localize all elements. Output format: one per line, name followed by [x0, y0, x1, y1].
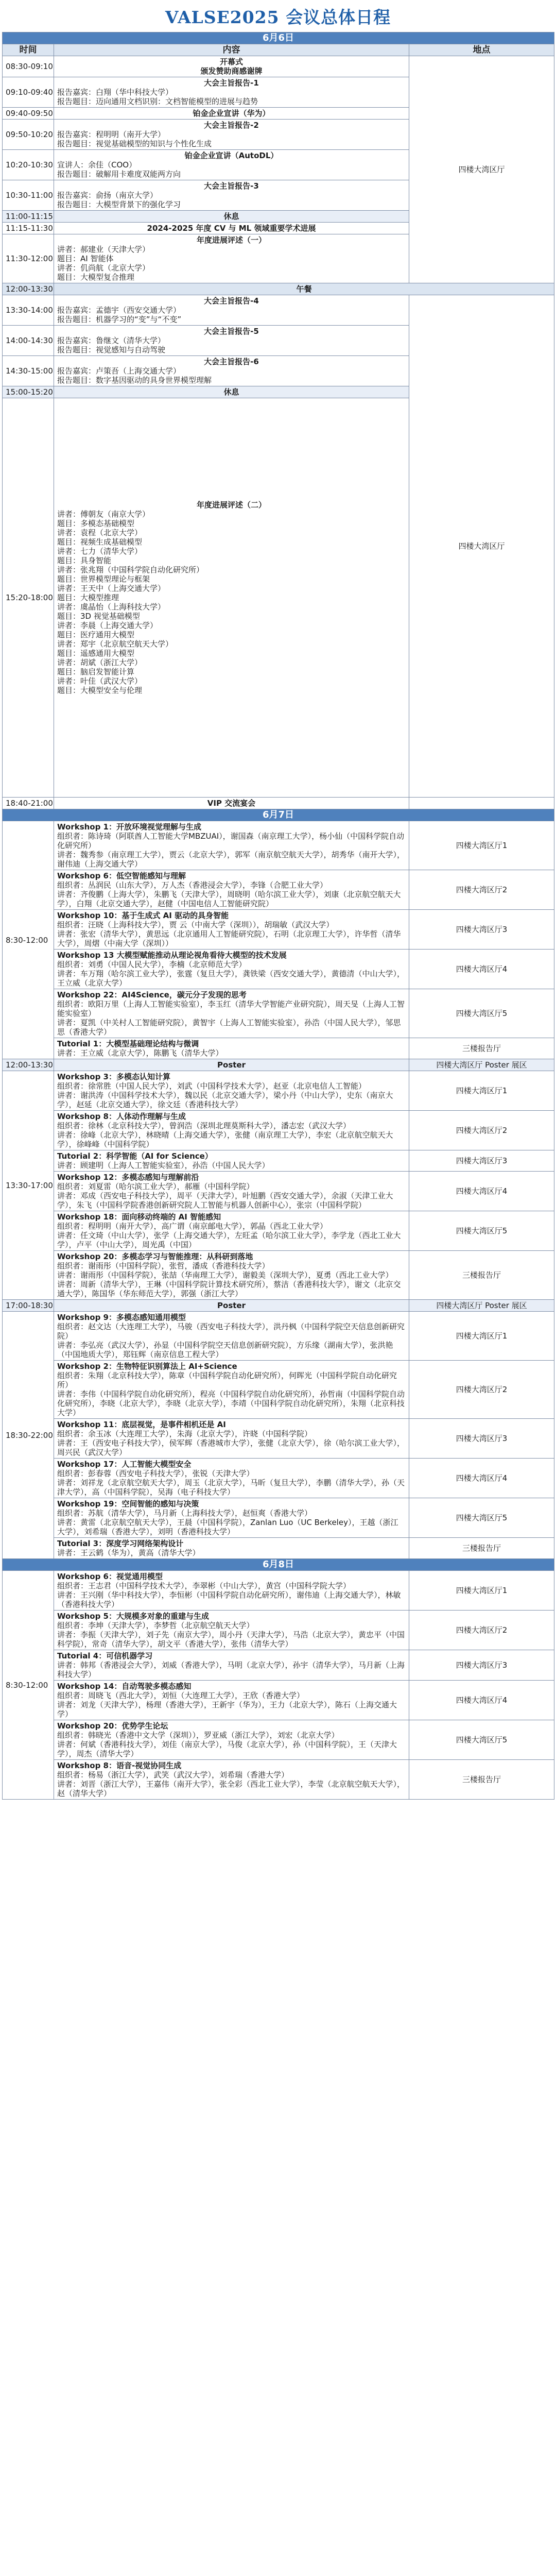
session-time: 8:30-12:00 [3, 1571, 54, 1800]
item-line: 讲者：李晨（上海交通大学） [57, 621, 158, 630]
item-line: 组织者：杨易（浙江大学），武笑（武汉大学），刘希瑞（香港大学） [57, 1770, 289, 1780]
item-line: 讲者：虞晶怡（上海科技大学） [57, 602, 166, 612]
workshop-row [3, 1419, 554, 1459]
item-line: 讲者：胡斌（浙江大学） [57, 658, 143, 667]
item-line: 讲者：夏凯（中关村人工智能研究院），黄智宇（上海人工智能实验室），孙浩（中国人民大学），邹思思（香港大学） [57, 1018, 401, 1037]
item-line: 题目：医疗通用大模型 [57, 630, 135, 639]
item-title: 大会主旨报告-1 [204, 78, 259, 88]
session-time: 11:30-12:00 [3, 234, 54, 283]
workshop-content [54, 1211, 409, 1251]
workshop-location: 三楼报告厅 [409, 1251, 554, 1300]
item-title: Workshop 20：多模态学习与智能推理：从科研到落地 [57, 1252, 253, 1261]
item-line: 讲者：傅朝友（南京大学） [57, 510, 150, 519]
workshop-content [54, 910, 409, 950]
location-cell: 四楼大湾区厅 [409, 295, 554, 798]
day-label: 6月7日 [3, 809, 554, 821]
workshop-row [3, 910, 554, 950]
item-line: 组织者：朱翔（北京科技大学），陈章（中国科学院自动化研究所），何晖光（中国科学院自动化研究所） [57, 1371, 397, 1389]
header-location: 地点 [409, 44, 554, 56]
item-line: 讲者：仉尚航（北京大学） [57, 263, 150, 273]
item-line: 讲者：刘龙（天津大学），杨理（香港大学），王新宇（华为），王力（北京大学），陈石（上海交通大学） [57, 1700, 397, 1719]
item-line: 题目：大模型复合推理 [57, 273, 135, 282]
item-line: 组织者：苏航（清华大学），马月新（上海科技大学），赵恒爽（香港大学） [57, 1509, 312, 1518]
item-line: 题目：多模态基础模型 [57, 519, 135, 528]
location-cell [409, 798, 554, 809]
item-title: 午餐 [296, 284, 312, 294]
item-line: 宣讲人：余佳（COO） [57, 160, 137, 170]
poster-row [3, 1059, 554, 1071]
lunch-row [3, 283, 554, 295]
item-line: 组织者：刘勇（中国人民大学），李楠（北京师范大学） [57, 960, 247, 969]
session-time: 14:30-15:00 [3, 356, 54, 386]
item-title: 大会主旨报告-3 [204, 181, 259, 191]
item-line: 颁发赞助商感谢牌 [200, 66, 263, 76]
workshop-location: 四楼大湾区厅3 [409, 910, 554, 950]
workshop-location: 三楼报告厅 [409, 1038, 554, 1059]
item-line: 讲者：魏秀参（南京理工大学），贾云（北京大学），郭军（南京航空航天大学），胡秀华（南开大学），谢伟迪（上海交通大学） [57, 850, 405, 869]
session-content [54, 77, 409, 108]
workshop-content [54, 1571, 409, 1611]
item-line: 组织者：王志君（中国科学技术大学），李翠彬（中山大学），黄宫（中国科学院大学） [57, 1581, 351, 1590]
workshop-content [54, 1038, 409, 1059]
workshop-content [54, 1760, 409, 1800]
session-content [54, 283, 554, 295]
workshop-row [3, 1361, 554, 1419]
item-line: 讲者：谢雨彤（中国科学院），张喆（华南理工大学），谢毅美（深圳大学），夏勇（西北工业大学） [57, 1270, 393, 1280]
item-title: 大会主旨报告-4 [204, 296, 259, 306]
item-line: 报告题目：视觉感知与自动驾驶 [57, 345, 166, 354]
poster-location: 四楼大湾区厅 Poster 展区 [409, 1059, 554, 1071]
workshop-location: 三楼报告厅 [409, 1538, 554, 1559]
item-line: 讲者：刘祥龙（北京航空航天大学），周玉（北京大学），马昕（复旦大学），李鹏（清华大学），孙（天津大学），高（中国科学院），吴海（电子科技大学） [57, 1478, 405, 1497]
workshop-row [3, 1720, 554, 1760]
workshop-location: 四楼大湾区厅1 [409, 1312, 554, 1361]
workshop-location: 四楼大湾区厅2 [409, 870, 554, 910]
workshop-content [54, 1172, 409, 1211]
item-line: 报告题目：大模型背景下的强化学习 [57, 200, 181, 209]
item-line: 讲者：任文琦（中山大学），张学（上海交通大学），左旺孟（哈尔滨工业大学），李学龙（西北工业大学），卢平（中山大学），周光禹（中国） [57, 1231, 401, 1249]
table-header [3, 44, 554, 56]
workshop-row [3, 1571, 554, 1611]
item-line: 组织者：欧阳万里（上海人工智能实验室），李玉红（清华大学智能产业研究院），周天旻（上海人工智能实验室） [57, 999, 405, 1018]
item-title: 开幕式 [219, 57, 243, 66]
workshop-content [54, 1251, 409, 1300]
item-title: Workshop 5：大规模多对象的重建与生成 [57, 1612, 209, 1621]
item-line: 讲者：叶佳（武汉大学） [57, 676, 143, 686]
item-title: Workshop 19：空间智能的感知与决策 [57, 1499, 199, 1509]
item-line: 讲者：韩邦（香港浸会大学），刘威（香港大学），马明（北京大学），孙宇（清华大学），马月新（上海科技大学） [57, 1660, 405, 1679]
item-line: 组织者：韩晓光（香港中文大学（深圳）），罗亚威（浙江大学），刘宏（北京大学） [57, 1731, 339, 1740]
item-title: Tutorial 3：深度学习网络架构设计 [57, 1539, 184, 1548]
session-time: 09:40-09:50 [3, 108, 54, 120]
workshop-row [3, 1498, 554, 1538]
item-line: 报告题目：破解用卡难度双能两方向 [57, 170, 181, 179]
workshop-location: 四楼大湾区厅4 [409, 1459, 554, 1498]
session-content [54, 234, 409, 283]
item-line: 报告题目：迈向通用文档识别：文档智能模型的进展与趋势 [57, 97, 258, 106]
item-line: 报告嘉宾：鲁继文（清华大学） [57, 336, 166, 345]
item-title: Workshop 20：优势学生论坛 [57, 1721, 168, 1731]
session-content [54, 326, 409, 356]
workshop-row [3, 1150, 554, 1172]
workshop-row [3, 1172, 554, 1211]
workshop-row [3, 1251, 554, 1300]
item-title: VIP 交流宴会 [207, 799, 256, 808]
session-content [54, 356, 409, 386]
workshop-content [54, 1650, 409, 1681]
session-time: 11:15-11:30 [3, 223, 54, 234]
item-title: 大会主旨报告-5 [204, 327, 259, 336]
session-content [54, 398, 409, 798]
item-title: Workshop 17：人工智能大模型安全 [57, 1460, 192, 1469]
workshop-location: 四楼大湾区厅4 [409, 1681, 554, 1720]
item-line: 组织者：赵文达（大连理工大学），马骏（西安电子科技大学），洪丹枫（中国科学院空天信息创新研究院） [57, 1322, 405, 1341]
item-line: 题目：视频生成基础模型 [57, 537, 143, 547]
session-content [54, 386, 409, 398]
item-line: 组织者：李坤（天津大学），李梦哲（北京航空航天大学） [57, 1621, 254, 1630]
item-line: 报告嘉宾：卢策吾（上海交通大学） [57, 366, 181, 376]
item-line: 讲者：齐俊鹏（上海大学），朱鹏飞（天津大学），周晓明（哈尔滨工业大学），刘康（北京航空航天大学），白翔（北京交通大学），赵健（中国电信人工智能研究院） [57, 890, 401, 908]
session-content [54, 211, 409, 223]
workshop-location: 四楼大湾区厅1 [409, 1571, 554, 1611]
session-content [54, 295, 409, 326]
item-title: Tutorial 4：可信机器学习 [57, 1651, 153, 1660]
item-line: 题目：脑启发智能计算 [57, 667, 135, 676]
item-title: Workshop 18：面向移动终端的 AI 智能感知 [57, 1212, 221, 1222]
item-title: 铂金企业宣讲（AutoDL） [184, 151, 279, 160]
workshop-content [54, 870, 409, 910]
item-line: 组织者：周晓飞（西北大学），刘恒（大连理工大学），王欣（香港大学） [57, 1691, 305, 1700]
item-line: 题目：大模型推理 [57, 593, 119, 602]
session-time: 12:00-13:30 [3, 283, 54, 295]
item-line: 题目：具身智能 [57, 556, 112, 565]
item-line: 讲者：谢洪涛（中国科学技术大学），魏以民（北京交通大学），梁小丹（中山大学），史东（南京大学），赵延（北京交通大学），徐文廷（香港科技大学） [57, 1091, 393, 1109]
workshop-location: 四楼大湾区厅1 [409, 1071, 554, 1111]
workshop-row [3, 1611, 554, 1650]
item-line: 组织者：徐常胜（中国人民大学），刘武（中国科学技术大学），赵亚（北京电信人工智能） [57, 1081, 367, 1091]
workshop-location: 四楼大湾区厅4 [409, 1172, 554, 1211]
item-title: Workshop 6：视觉通用模型 [57, 1572, 163, 1581]
workshop-location: 四楼大湾区厅4 [409, 950, 554, 989]
session-time: 08:30-09:10 [3, 56, 54, 77]
session-time: 09:10-09:40 [3, 77, 54, 108]
workshop-location: 四楼大湾区厅2 [409, 1111, 554, 1150]
item-line: 讲者：李弘亮（武汉大学），孙显（中国科学院空天信息创新研究院），方乐缘（湖南大学），张洪艳（中国地质大学），郑钰辉（南京信息工程大学） [57, 1341, 393, 1359]
item-line: 组织者：丛润民（山东大学），万人杰（香港浸会大学），李锋（合肥工业大学） [57, 880, 328, 890]
workshop-content [54, 1538, 409, 1559]
poster-label: Poster [54, 1300, 409, 1312]
session-time: 12:00-13:30 [3, 1059, 54, 1071]
header-content: 内容 [54, 44, 409, 56]
item-line: 讲者：黄雷（北京航空航天大学），王晨（中国科学院），Zanlan Luo（UC Berkeley），王越（浙江大学），刘希瑞（香港大学），刘明（香港科技大学） [57, 1518, 398, 1536]
item-title: 2024-2025 年度 CV 与 ML 领域重要学术进展 [147, 224, 316, 233]
location-cell: 四楼大湾区厅 [409, 56, 554, 283]
poster-location: 四楼大湾区厅 Poster 展区 [409, 1300, 554, 1312]
workshop-content [54, 1419, 409, 1459]
workshop-location: 四楼大湾区厅5 [409, 1498, 554, 1538]
workshop-content [54, 989, 409, 1038]
session-time: 13:30-17:00 [3, 1071, 54, 1300]
item-title: Workshop 11：底层视觉，是事件相机还是 AI [57, 1420, 226, 1429]
workshop-content [54, 1361, 409, 1419]
item-title: 大会主旨报告-6 [204, 357, 259, 366]
workshop-location: 四楼大湾区厅3 [409, 1150, 554, 1172]
item-line: 报告嘉宾：俞扬（南京大学） [57, 191, 158, 200]
workshop-content [54, 1071, 409, 1111]
session-time: 8:30-12:00 [3, 821, 54, 1059]
workshop-row [3, 989, 554, 1038]
session-row [3, 798, 554, 809]
session-time: 11:00-11:15 [3, 211, 54, 223]
session-time: 18:30-22:00 [3, 1312, 54, 1559]
workshop-row [3, 1211, 554, 1251]
item-line: 题目：AI 智能体 [57, 254, 114, 263]
workshop-location: 四楼大湾区厅5 [409, 1211, 554, 1251]
session-time: 15:20-18:00 [3, 398, 54, 798]
session-content [54, 180, 409, 211]
session-row [3, 56, 554, 77]
day-band [3, 32, 554, 44]
item-title: Workshop 1：开放环境视觉理解与生成 [57, 822, 201, 832]
poster-row [3, 1300, 554, 1312]
session-content [54, 798, 409, 809]
workshop-row [3, 1459, 554, 1498]
workshop-location: 四楼大湾区厅1 [409, 821, 554, 870]
item-line: 报告题目：视觉基础模型的知识与个性化生成 [57, 139, 212, 148]
item-line: 讲者：王天中（上海交通大学） [57, 584, 166, 593]
item-line: 组织者：程明明（南开大学），高广谓（南京邮电大学），郭晶（西北工业大学） [57, 1222, 328, 1231]
item-line: 讲者：刘晋（浙江大学），王嘉伟（南开大学），张全彩（西北工业大学），李莹（北京航空航天大学），赵（清华大学） [57, 1780, 405, 1798]
session-content [54, 150, 409, 180]
item-line: 讲者：邓成（西安电子科技大学），周平（天津大学），叶旭鹏（西安交通大学），余淑（天津工业大学），朱飞（中国科学院香港创新研究院人工智能与机器人创新中心），张宗（中国科学院） [57, 1191, 393, 1210]
workshop-content [54, 1720, 409, 1760]
item-title: Workshop 8：人体动作理解与生成 [57, 1112, 186, 1121]
workshop-row [3, 1071, 554, 1111]
header-time: 时间 [3, 44, 54, 56]
workshop-row [3, 870, 554, 910]
item-line: 题目：大模型安全与伦理 [57, 686, 143, 695]
item-line: 报告嘉宾：孟德宇（西安交通大学） [57, 306, 181, 315]
item-line: 讲者：七力（清华大学） [57, 547, 143, 556]
workshop-content [54, 821, 409, 870]
workshop-content [54, 1498, 409, 1538]
workshop-row [3, 1650, 554, 1681]
workshop-row [3, 821, 554, 870]
page-title: VALSE2025 会议总体日程 [165, 7, 391, 27]
item-line: 组织者：刘夏雷（哈尔滨工业大学），郝雁（中国科学院） [57, 1182, 254, 1191]
workshop-content [54, 950, 409, 989]
session-time: 13:30-14:00 [3, 295, 54, 326]
session-content [54, 108, 409, 120]
workshop-content [54, 1150, 409, 1172]
item-line: 题目：世界模型理论与框架 [57, 574, 150, 584]
session-time: 10:20-10:30 [3, 150, 54, 180]
item-title: Tutorial 1：大模型基础理论结构与微调 [57, 1039, 199, 1048]
item-title: Workshop 6：低空智能感知与理解 [57, 871, 186, 880]
workshop-content [54, 1459, 409, 1498]
item-line: 讲者：顾建明（上海人工智能实验室），孙浩（中国人民大学） [57, 1161, 270, 1170]
session-time: 14:00-14:30 [3, 326, 54, 356]
item-title: Workshop 8：语音-视觉协同生成 [57, 1761, 182, 1770]
item-line: 讲者：何斌（香港科技大学），刘佳（南京大学），马俊（北京大学），孙（中国科学院），王（天津大学），周杰（清华大学） [57, 1740, 397, 1758]
workshop-content [54, 1681, 409, 1720]
session-time: 17:00-18:30 [3, 1300, 54, 1312]
day-label: 6月6日 [3, 32, 554, 44]
workshop-location: 四楼大湾区厅3 [409, 1419, 554, 1459]
day-band [3, 1559, 554, 1571]
item-title: Workshop 12：多模态感知与理解前沿 [57, 1173, 199, 1182]
item-line: 讲者：车万翔（哈尔滨工业大学），张霆（复旦大学），龚铁梁（西安交通大学），黄德清（中山大学），王立威（北京大学） [57, 969, 405, 988]
item-line: 讲者：张宏（清华大学），黄思远（北京通用人工智能研究院），石明（北京理工大学），许华哲（清华大学），周熠（中南大学（深圳）） [57, 929, 401, 948]
item-title: 休息 [223, 387, 239, 397]
item-line: 报告题目：数字基因驱动的具身世界模型理解 [57, 376, 212, 385]
item-line: 讲者：张兆翔（中国科学院自动化研究所） [57, 565, 204, 574]
poster-label: Poster [54, 1059, 409, 1071]
item-line: 讲者：徐峰（北京大学），林晓晴（上海交通大学），张健（南京理工大学），李宏（北京航空航天大学），徐峰峰（中国科学院） [57, 1130, 393, 1149]
item-title: Tutorial 2：科学智能（AI for Science） [57, 1151, 213, 1161]
item-line: 讲者：王（西安电子科技大学），侯军辉（香港城市大学），张健（北京大学），徐（哈尔滨工业大学），周兴民（武汉大学） [57, 1438, 405, 1457]
workshop-content [54, 1111, 409, 1150]
item-title: 休息 [223, 212, 239, 221]
workshop-content [54, 1312, 409, 1361]
schedule-table [2, 32, 554, 1800]
session-time: 18:40-21:00 [3, 798, 54, 809]
session-content [54, 120, 409, 150]
session-time: 09:50-10:20 [3, 120, 54, 150]
item-title: Workshop 3：多模态认知计算 [57, 1072, 170, 1081]
workshop-row [3, 1760, 554, 1800]
item-line: 组织者：陈诗琦（阿联酋人工智能大学MBZUAI），谢国森（南京理工大学），杨小仙（中国科学院自动化研究所） [57, 832, 405, 850]
item-title: 大会主旨报告-2 [204, 121, 259, 130]
item-line: 讲者：郝建业（天津大学） [57, 245, 150, 254]
item-line: 讲者：李伟（中国科学院自动化研究所），程亮（中国科学院自动化研究所），孙哲南（中国科学院自动化研究所），李晓（北京大学），李晓（北京大学），李靖（中国科学院自动化研究所），朱翔（北京科技大学） [57, 1389, 405, 1417]
item-title: Workshop 22：AI4Science，碳元分子发现的思考 [57, 990, 247, 999]
item-line: 讲者：王云鹤（华为），黄高（清华大学） [57, 1548, 200, 1557]
workshop-content [54, 1611, 409, 1650]
workshop-location: 四楼大湾区厅2 [409, 1611, 554, 1650]
item-title: Workshop 13 大模型赋能推动从理论视角看待大模型的技术发展 [57, 951, 287, 960]
workshop-location: 四楼大湾区厅5 [409, 1720, 554, 1760]
item-line: 报告嘉宾：程明明（南开大学） [57, 130, 166, 139]
item-title: 年度进展评述（二） [196, 500, 266, 510]
workshop-row [3, 950, 554, 989]
workshop-row [3, 1038, 554, 1059]
item-line: 讲者：郑宇（北京航空航天大学） [57, 639, 173, 649]
item-title: 年度进展评述（一） [196, 235, 266, 245]
item-line: 讲者：周新（清华大学），王琳（中国科学院计算技术研究所），蔡洁（香港科技大学），谢文（北京交通大学），陈国华（华东师范大学），郭强（浙江大学） [57, 1280, 401, 1298]
item-line: 题目：3D 视觉基础模型 [57, 612, 140, 621]
item-title: Workshop 14：自动驾驶多模态感知 [57, 1682, 192, 1691]
workshop-location: 四楼大湾区厅3 [409, 1650, 554, 1681]
workshop-location: 四楼大湾区厅2 [409, 1361, 554, 1419]
item-title: 铂金企业宣讲（华为） [193, 109, 270, 118]
item-line: 组织者：汪晓（上海科技大学），贾 云（中南大学（深圳）），胡瑞敏（武汉大学） [57, 920, 334, 929]
item-line: 报告题目：机器学习的“变”与“不变” [57, 315, 182, 324]
item-title: Workshop 9：多模态感知通用模型 [57, 1313, 186, 1322]
workshop-location: 三楼报告厅 [409, 1760, 554, 1800]
session-content [54, 223, 409, 234]
workshop-row [3, 1111, 554, 1150]
item-title: Workshop 2：生物特征识别算法上 AI+Science [57, 1362, 237, 1371]
session-row [3, 295, 554, 326]
item-line: 题目：遥感通用大模型 [57, 649, 135, 658]
item-line: 组织者：徐林（北京科技大学），曾润浩（深圳北理莫斯科大学），潘志宏（武汉大学） [57, 1121, 351, 1130]
item-line: 讲者：袁程（北京大学） [57, 528, 143, 537]
session-time: 15:00-15:20 [3, 386, 54, 398]
item-line: 讲者：王兴刚（华中科技大学），李恒彬（中国科学院自动化研究所），谢伟迪（上海交通大学），林敏（香港科技大学） [57, 1590, 401, 1609]
item-line: 讲者：王立威（北京大学），陈鹏飞（清华大学） [57, 1048, 223, 1058]
workshop-row [3, 1538, 554, 1559]
item-line: 组织者：彭春蓉（西安电子科技大学），张锐（天津大学） [57, 1469, 254, 1478]
day-band [3, 809, 554, 821]
item-line: 讲者：李振（天津大学），刘子先（南京大学），周小丹（天津大学），马浩（北京大学），黄忠平（中国科学院），常奇（清华大学），胡文平（香港大学），张伟（清华大学） [57, 1630, 405, 1649]
item-line: 报告嘉宾：白翔（华中科技大学） [57, 88, 173, 97]
workshop-row [3, 1312, 554, 1361]
workshop-row [3, 1681, 554, 1720]
item-title: Workshop 10：基于生成式 AI 驱动的具身智能 [57, 911, 229, 920]
session-content [54, 56, 409, 77]
session-time: 10:30-11:00 [3, 180, 54, 211]
item-line: 组织者：谢雨彤（中国科学院），张哲，潘成（香港科技大学） [57, 1261, 270, 1270]
item-line: 组织者：余玉冰（大连理工大学），朱海（北京大学），许晓（中国科学院） [57, 1429, 312, 1438]
workshop-location: 四楼大湾区厅5 [409, 989, 554, 1038]
day-label: 6月8日 [3, 1559, 554, 1571]
